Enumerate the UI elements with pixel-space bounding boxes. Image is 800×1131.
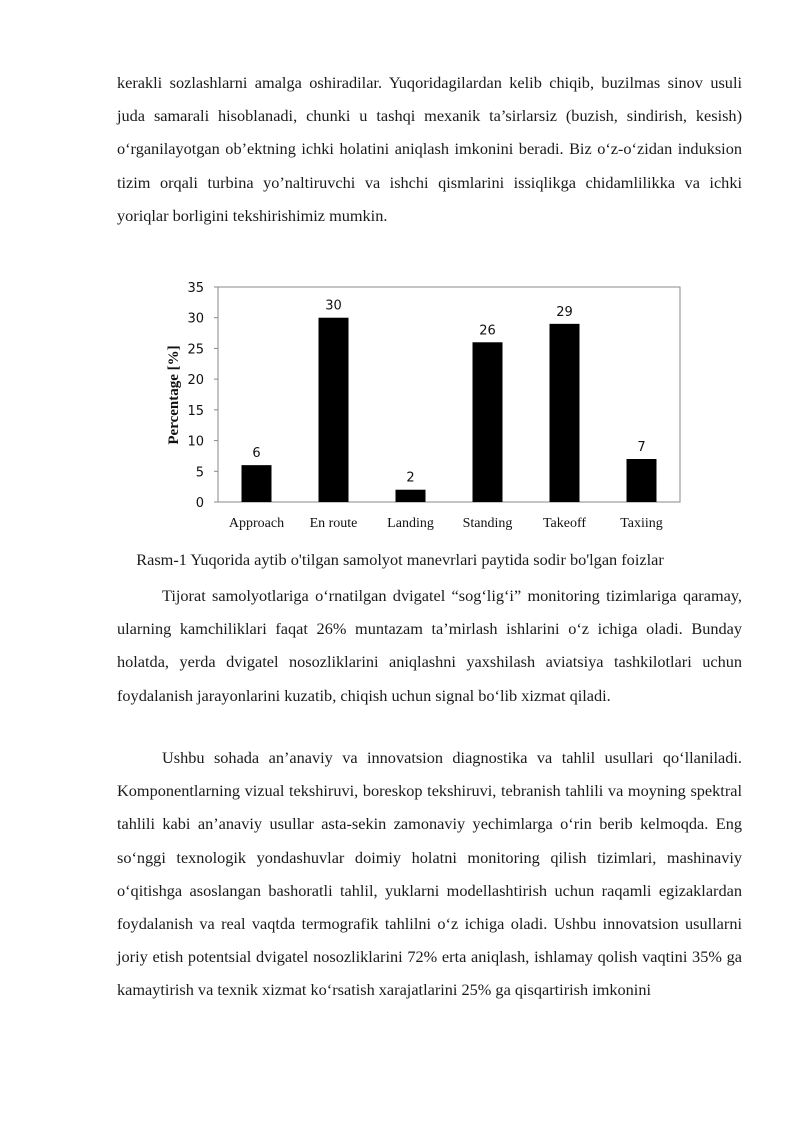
bar-approach	[242, 465, 272, 502]
figure-caption: Rasm-1 Yuqorida aytib o'tilgan samolyot manevrlari paytida sodir bo'lgan foizlar	[136, 550, 664, 569]
x-tick-label: Standing	[462, 516, 513, 531]
y-tick-label: 25	[187, 342, 204, 358]
y-tick-label: 10	[187, 434, 204, 450]
bar-standing	[473, 342, 503, 502]
data-label: 30	[325, 298, 342, 314]
chart-background	[160, 267, 700, 539]
x-tick-label: Approach	[228, 516, 285, 531]
y-tick-label: 15	[187, 403, 204, 419]
paragraph-3: Ushbu sohada an’anaviy va innovatsion diagnostika va tahlil usullari qo‘llaniladi. Komponentlarning vizual tekshiruvi, boreskop tekshiruvi, tebranish tahlili va moyning spektral tahlili kabi an’anaviy usullar asta-sekin zamonaviy yechimlarga o‘rin berib kelmoqda. Eng so‘nggi texnologik yondashuvlar doimiy holatni monitoring qilish tizimlari, mashinaviy o‘qitishga asoslangan bashoratli tahlil, yuklarni modellashtirish uchun raqamli egizaklardan foydalanish va real vaqtda termografik tahlilni o‘z ichiga oladi. Ushbu innovatsion usullarni joriy etish potentsial dvigatel nosozliklarini 72% erta aniqlash, ishlamay qolish vaqtini 35% ga kamaytirish va texnik xizmat ko‘rsatish xarajatlarini 25% ga qisqartirish imkonini	[117, 748, 742, 1000]
y-tick-label: 30	[187, 311, 204, 327]
y-tick-label: 5	[195, 465, 204, 481]
bar-en-route	[319, 318, 349, 502]
paragraph-1: kerakli sozlashlarni amalga oshiradilar. Yuqoridagilardan kelib chiqib, buzilmas sinov usuli juda samarali hisoblanadi, chunki u tashqi mexanik ta’sirlarsiz (buzish, sindirish, kesish) o‘rganilayotgan ob’ektning ichki holatini aniqlash imkonini beradi. Biz o‘z-o‘zidan induksion tizim orqali turbina yo’naltiruvchi va ishchi qismlarini issiqlikga chidamlilikka va ichki yoriqlar borligini tekshirishimiz mumkin.	[117, 73, 742, 225]
x-tick-label: Takeoff	[542, 516, 587, 531]
figure	[160, 267, 700, 539]
y-tick-label: 35	[187, 281, 204, 296]
data-label: 29	[556, 304, 573, 320]
data-label: 26	[479, 323, 496, 339]
x-tick-label: Landing	[387, 516, 434, 531]
data-label: 6	[252, 446, 261, 462]
y-axis-label: Percentage [%]	[166, 345, 182, 445]
bar-landing	[396, 490, 426, 502]
x-tick-label: En route	[309, 516, 358, 531]
data-label: 2	[406, 470, 415, 486]
x-tick-label: Taxiing	[620, 516, 663, 531]
paragraph-2: Tijorat samolyotlariga o‘rnatilgan dvigatel “sog‘lig‘i” monitoring tizimlariga qaramay, ularning kamchiliklari faqat 26% muntazam ta’mirlash ishlarini o‘z ichiga oladi. Bunday holatda, yerda dvigatel nosozliklarini aniqlashni yaxshilash aviatsiya tashkilotlari uchun foydalanish jarayonlarini kuzatib, chiqish uchun signal bo‘lib xizmat qiladi.	[117, 586, 742, 705]
y-tick-label: 0	[195, 496, 204, 511]
bar-taxiing	[627, 459, 657, 502]
data-label: 7	[637, 440, 646, 455]
bar-takeoff	[550, 324, 580, 502]
bar-chart	[160, 267, 700, 539]
y-tick-label: 20	[187, 373, 204, 389]
